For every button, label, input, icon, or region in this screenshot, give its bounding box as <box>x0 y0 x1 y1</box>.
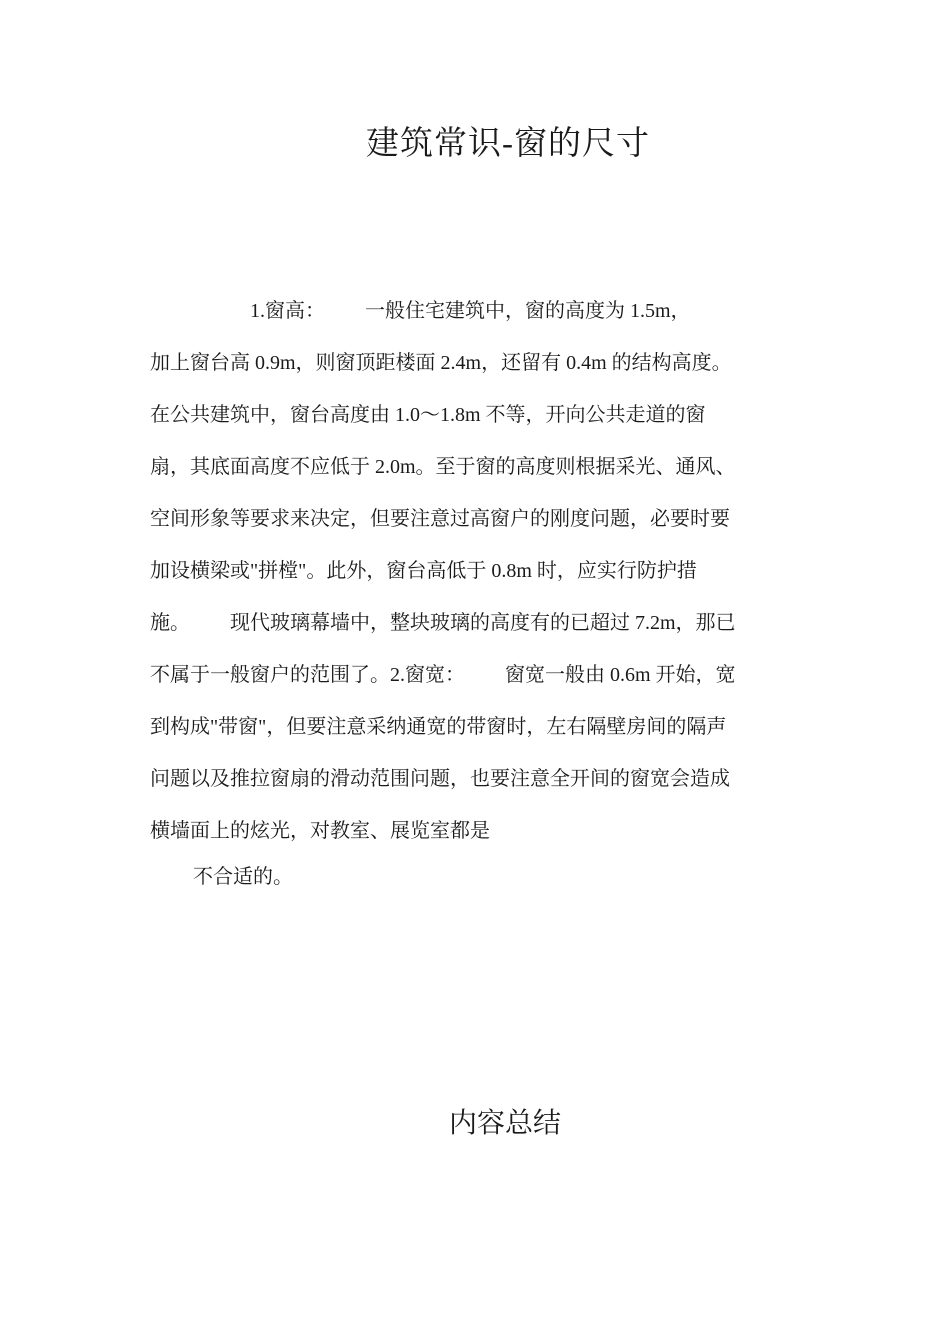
body-line-8: 不属于一般窗户的范围了。2.窗宽： 窗宽一般由 0.6m 开始，宽 <box>150 664 736 686</box>
body-line-9: 到构成"带窗"，但要注意采纳通宽的带窗时，左右隔壁房间的隔声 <box>150 716 727 738</box>
body-line-2: 加上窗台高 0.9m，则窗顶距楼面 2.4m，还留有 0.4m 的结构高度。 <box>150 352 732 374</box>
body-line-10: 问题以及推拉窗扇的滑动范围问题，也要注意全开间的窗宽会造成 <box>150 768 730 790</box>
body-line-5: 空间形象等要求来决定，但要注意过高窗户的刚度问题，必要时要 <box>150 508 730 530</box>
body-line-4: 扇，其底面高度不应低于 2.0m。至于窗的高度则根据采光、通风、 <box>150 456 736 478</box>
body-line-6: 加设横梁或"拼樘"。此外，窗台高低于 0.8m 时，应实行防护措 <box>150 560 697 582</box>
document-title: 建筑常识-窗的尺寸 <box>366 126 650 162</box>
body-line-7: 施。 现代玻璃幕墙中，整块玻璃的高度有的已超过 7.2m，那已 <box>150 612 736 634</box>
body-paragraph <box>150 285 810 857</box>
summary-heading: 内容总结 <box>448 1108 561 1139</box>
body-line-3: 在公共建筑中，窗台高度由 1.0～1.8m 不等，开向公共走道的窗 <box>150 404 706 426</box>
body-line-1: 1.窗高： 一般住宅建筑中，窗的高度为 1.5m， <box>150 300 691 322</box>
body-last-line: 不合适的。 <box>193 866 293 888</box>
body-line-11: 横墙面上的炫光，对教室、展览室都是 <box>150 820 490 842</box>
